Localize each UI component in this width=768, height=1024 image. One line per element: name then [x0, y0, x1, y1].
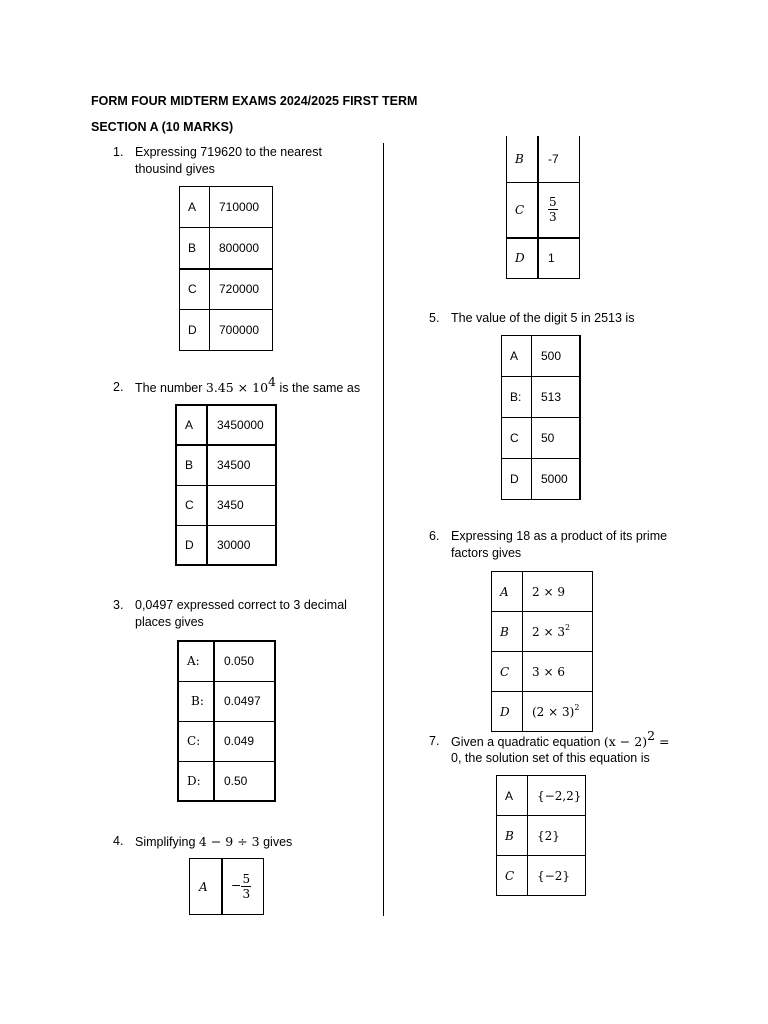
text-fragment: gives	[259, 835, 293, 849]
option-row-a[interactable]	[492, 572, 593, 612]
option-key: B	[176, 445, 207, 485]
option-value: 710000	[210, 187, 273, 228]
option-value: 1	[538, 238, 580, 278]
math-expression: 4 − 9 ÷ 3	[198, 834, 260, 849]
option-value: 0.050	[214, 641, 275, 681]
option-key: C:	[178, 721, 214, 761]
math-exponent: 2	[574, 702, 580, 712]
minus-sign: −	[231, 877, 242, 893]
text-fragment: Simplifying	[135, 835, 199, 849]
option-value: 500	[532, 336, 581, 377]
question-text-line-2: factors gives	[451, 546, 522, 560]
option-value: {−2,2}	[528, 776, 586, 816]
fraction-numerator: 5	[242, 872, 251, 886]
option-row-a[interactable]	[502, 336, 581, 377]
option-value	[523, 612, 593, 652]
math-exponent: 2	[647, 728, 656, 743]
option-row-b[interactable]	[492, 612, 593, 652]
option-key: C	[497, 856, 528, 896]
option-value: {−2}	[528, 856, 586, 896]
option-key: C	[492, 652, 523, 692]
question-text-line-2: 0, the solution set of this equation is	[451, 751, 650, 765]
option-value	[523, 692, 593, 732]
option-row-d[interactable]	[180, 310, 273, 351]
question-text-line-1: The value of the digit 5 in 2513 is	[451, 311, 635, 325]
question-text-line-2: places gives	[135, 615, 204, 629]
math-exponent: 2	[564, 622, 571, 632]
option-key: A	[497, 776, 528, 816]
question-number: 5.	[429, 311, 440, 325]
option-row-b[interactable]	[507, 136, 580, 182]
option-value: {2}	[528, 816, 586, 856]
question-text-line-1	[135, 833, 292, 851]
option-key: A:	[178, 641, 214, 681]
question-1-options	[179, 186, 273, 351]
fraction-denominator: 3	[549, 210, 557, 225]
text-fragment: Given a quadratic equation	[451, 735, 604, 749]
option-value: 3450000	[207, 405, 276, 445]
math-expression: 2 × 3	[532, 624, 565, 639]
option-key: A	[190, 859, 223, 915]
option-value: 34500	[207, 445, 276, 485]
option-row-c[interactable]	[178, 721, 275, 761]
option-key: C	[507, 182, 539, 238]
question-6-options	[491, 571, 593, 732]
option-key: D	[492, 692, 523, 732]
option-value: 2 × 9	[523, 572, 593, 612]
question-3-options	[177, 640, 276, 802]
option-value: 3 × 6	[523, 652, 593, 692]
math-expression: (2 × 3)	[532, 704, 575, 719]
fraction	[548, 195, 558, 224]
fraction-denominator: 3	[242, 887, 251, 901]
option-value: 3450	[207, 485, 276, 525]
fraction-numerator: 5	[549, 195, 557, 210]
question-number: 4.	[113, 834, 124, 848]
option-key: D	[176, 525, 207, 565]
option-value: 513	[532, 377, 581, 418]
option-value: 0.049	[214, 721, 275, 761]
text-fragment: =	[655, 734, 670, 749]
question-4-option-a	[189, 858, 264, 915]
question-number: 1.	[113, 145, 124, 159]
question-7-options	[496, 775, 586, 896]
question-number: 6.	[429, 529, 440, 543]
option-row-b[interactable]	[502, 377, 581, 418]
option-value: 5000	[532, 459, 581, 500]
math-expression: 3.45 × 10	[205, 380, 269, 395]
section-title: SECTION A (10 MARKS)	[91, 120, 234, 134]
option-value: 50	[532, 418, 581, 459]
option-value: 720000	[210, 269, 273, 310]
math-expression: (x − 2)	[603, 734, 648, 749]
question-2-options	[175, 404, 277, 566]
option-key: A	[180, 187, 210, 228]
option-key: C	[502, 418, 532, 459]
option-row-d[interactable]	[492, 692, 593, 732]
question-number: 7.	[429, 734, 440, 748]
question-5-options	[501, 335, 581, 500]
option-value	[538, 182, 580, 238]
option-value	[222, 859, 264, 915]
option-row-d[interactable]	[502, 459, 581, 500]
option-row-b[interactable]	[180, 228, 273, 269]
question-text-line-1	[135, 374, 361, 397]
option-row-c[interactable]	[492, 652, 593, 692]
option-row-c[interactable]	[180, 269, 273, 310]
math-exponent: 4	[268, 374, 276, 389]
option-key: D	[507, 238, 539, 278]
option-row-d[interactable]	[176, 525, 276, 565]
exam-title: FORM FOUR MIDTERM EXAMS 2024/2025 FIRST TERM	[91, 94, 418, 108]
option-key: A	[176, 405, 207, 445]
option-row-a[interactable]	[190, 859, 264, 915]
option-key: A	[502, 336, 532, 377]
option-row-d[interactable]	[507, 238, 580, 278]
text-fragment: The number	[135, 381, 206, 395]
option-row-d[interactable]	[178, 761, 275, 801]
option-value: 0.0497	[214, 681, 275, 721]
option-row-b[interactable]	[178, 681, 275, 721]
option-key: B	[497, 816, 528, 856]
option-key: B:	[502, 377, 532, 418]
option-key: B	[492, 612, 523, 652]
option-key: C	[180, 269, 210, 310]
option-row-b[interactable]	[497, 816, 586, 856]
question-number: 3.	[113, 598, 124, 612]
option-row-a[interactable]	[178, 641, 275, 681]
text-fragment: is the same as	[276, 381, 361, 395]
option-key: D:	[178, 761, 214, 801]
question-number: 2.	[113, 380, 124, 394]
option-row-c[interactable]	[497, 856, 586, 896]
option-key: C	[176, 485, 207, 525]
option-value: 30000	[207, 525, 276, 565]
option-row-a[interactable]	[176, 405, 276, 445]
option-key: B:	[178, 681, 214, 721]
column-divider	[383, 143, 384, 916]
option-key: B	[180, 228, 210, 269]
question-text-line-2: thousind gives	[135, 162, 215, 176]
option-value: 700000	[210, 310, 273, 351]
option-key: B	[507, 136, 539, 182]
question-text-line-1	[451, 728, 670, 751]
option-row-c[interactable]	[176, 485, 276, 525]
option-key: D	[502, 459, 532, 500]
question-4-options-continued	[506, 136, 580, 279]
option-value: 800000	[210, 228, 273, 269]
question-text-line-1: Expressing 18 as a product of its prime	[451, 529, 668, 543]
option-key: D	[180, 310, 210, 351]
option-row-c[interactable]	[507, 182, 580, 238]
option-key: A	[492, 572, 523, 612]
option-row-b[interactable]	[176, 445, 276, 485]
option-row-a[interactable]	[497, 776, 586, 816]
option-value: -7	[538, 136, 580, 182]
question-text-line-1: Expressing 719620 to the nearest	[135, 145, 322, 159]
option-row-a[interactable]	[180, 187, 273, 228]
option-value: 0.50	[214, 761, 275, 801]
option-row-c[interactable]	[502, 418, 581, 459]
fraction	[241, 872, 251, 901]
question-text-line-1: 0,0497 expressed correct to 3 decimal	[135, 598, 347, 612]
